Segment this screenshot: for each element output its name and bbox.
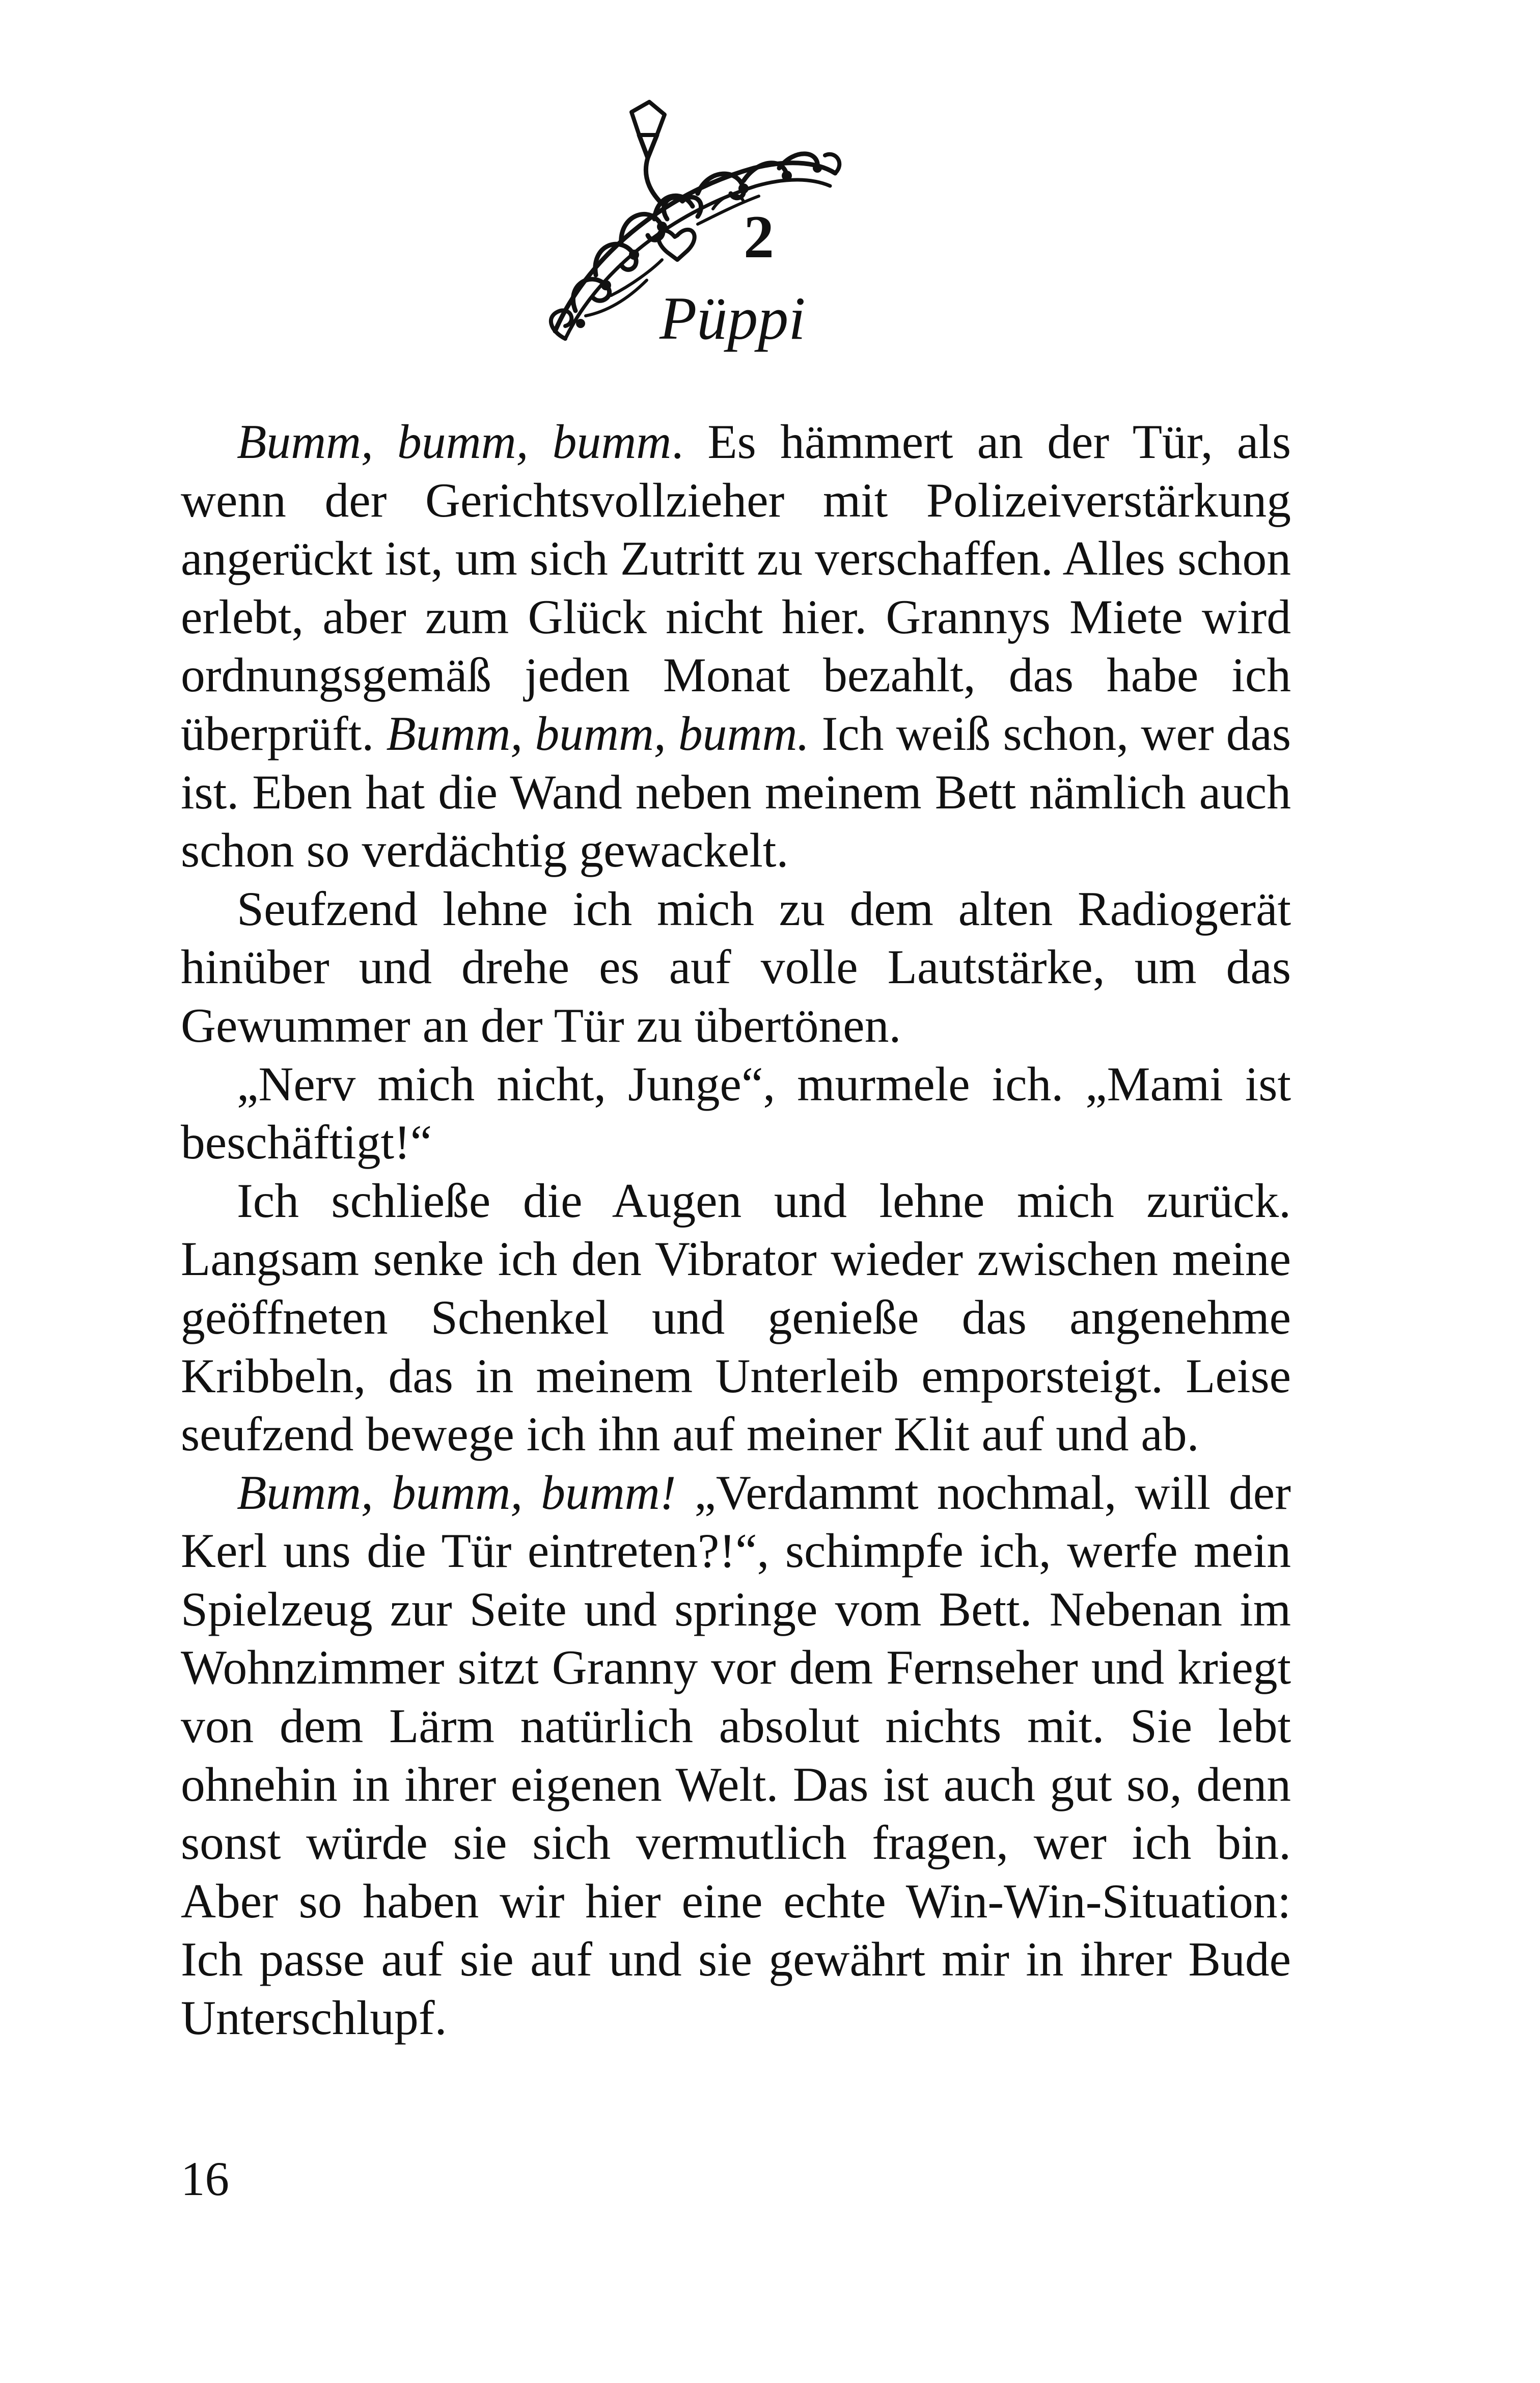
body-text [181, 413, 1291, 2047]
text-segment: Ich schließe die Augen und lehne mich zurück. Langsam senke ich den Vibrator wieder zwischen meine geöffneten Schenkel und genieße das angenehme Kribbeln, das in meinem Unterleib emporsteigt. Leise seufzend bewege ich ihn auf meiner Klit auf und ab. [181, 1173, 1291, 1461]
paragraph [181, 1172, 1291, 1464]
paragraph [181, 1055, 1291, 1172]
chapter-number: 2 [744, 203, 774, 270]
text-segment: „Nerv mich nicht, Junge“, murmele ich. „Mami ist beschäftigt!“ [181, 1057, 1291, 1170]
paragraph [181, 1464, 1291, 2047]
paragraph [181, 880, 1291, 1055]
text-segment: „Verdammt nochmal, will der Kerl uns die Tür eintreten?!“, schimpfe ich, werfe mein Spielzeug zur Seite und springe vom Bett. Nebenan im Wohnzimmer sitzt Granny vor dem Fernseher und kriegt von dem Lärm natürlich absolut nichts mit. Sie lebt ohnehin in ihrer eigenen Welt. Das ist auch gut so, denn sonst würde sie sich vermutlich fragen, wer ich bin. Aber so haben wir hier eine echte Win-Win-Situation: Ich passe auf sie auf und sie gewährt mir in ihrer Bude Unterschlupf. [181, 1465, 1291, 2045]
text-segment: Ich weiß schon, wer das ist. Eben hat die Wand neben meinem Bett nämlich auch schon so verdächtig gewackelt. [181, 706, 1291, 878]
italic-text: Bumm, bumm, bumm! [237, 1465, 676, 1520]
text-segment: . Es hämmert an der Tür, als wenn der Gerichtsvollzieher mit Polizeiverstärkung angerückt ist, um sich Zutritt zu verschaffen. Alles schon erlebt, aber zum Glück nicht hier. Grannys Miete wird ordnungsgemäß jeden Monat bezahlt, das habe ich überprüft. [181, 415, 1291, 761]
paragraph [181, 413, 1291, 880]
italic-text: Bumm, bumm, bumm. [386, 706, 810, 761]
text-segment: Seufzend lehne ich mich zu dem alten Radiogerät hinüber und drehe es auf volle Lautstärke, um das Gewummer an der Tür zu übertönen. [181, 881, 1291, 1052]
page-number: 16 [181, 2152, 229, 2206]
italic-text: Bumm, bumm, bumm [237, 415, 672, 469]
chapter-title: Püppi [659, 284, 806, 352]
